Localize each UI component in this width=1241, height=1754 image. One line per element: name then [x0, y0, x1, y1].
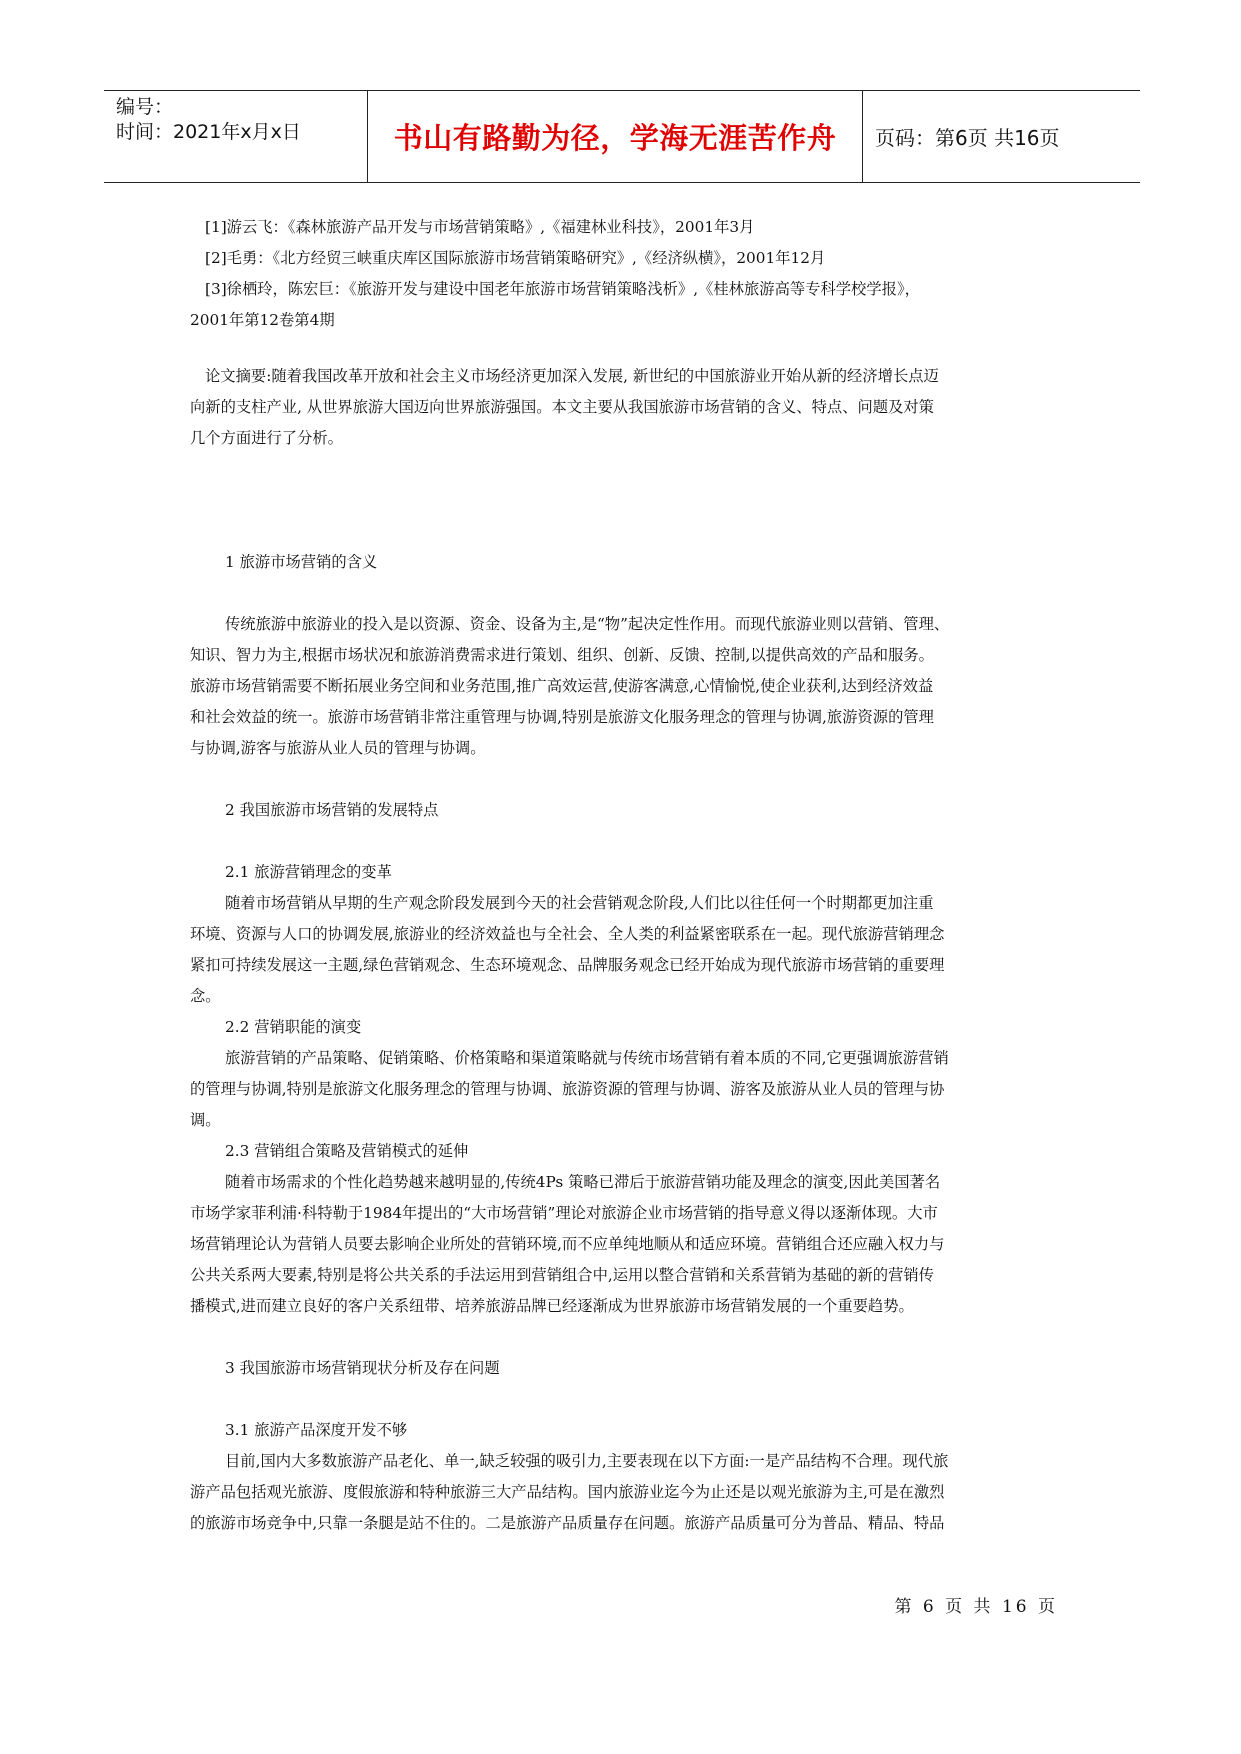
section-2-2-line: 旅游营销的产品策略、促销策略、价格策略和渠道策略就与传统市场营销有着本质的不同,它更强调旅游营销 [225, 1049, 949, 1067]
header-motto: 书山有路勤为径，学海无涯苦作舟 [368, 91, 863, 182]
section-3-1-line: 游产品包括观光旅游、度假旅游和特种旅游三大产品结构。国内旅游业迄今为止还是以观光旅游为主,可是在激烈 [190, 1483, 945, 1501]
section-1-line: 旅游市场营销需要不断拓展业务空间和业务范围,推广高效运营,使游客满意,心情愉悦,使企业获利,达到经济效益 [190, 677, 934, 695]
reference-3-cont: 2001年第12卷第4期 [190, 311, 335, 329]
header-meta [104, 91, 368, 182]
page-footer: 第 6 页 共 16 页 [894, 1597, 1058, 1617]
section-2-heading: 2 我国旅游市场营销的发展特点 [225, 801, 439, 819]
section-2-1-line: 随着市场营销从早期的生产观念阶段发展到今天的社会营销观念阶段,人们比以往任何一个时期都更加注重 [225, 894, 934, 912]
section-3-1-heading: 3.1 旅游产品深度开发不够 [225, 1421, 408, 1439]
section-3-1-line: 的旅游市场竞争中,只靠一条腿是站不住的。二是旅游产品质量存在问题。旅游产品质量可分为普品、精品、特品 [190, 1514, 945, 1532]
section-2-2-line: 的管理与协调,特别是旅游文化服务理念的管理与协调、旅游资源的管理与协调、游客及旅游从业人员的管理与协 [190, 1080, 945, 1098]
section-2-3-line: 播模式,进而建立良好的客户关系纽带、培养旅游品牌已经逐渐成为世界旅游市场营销发展的一个重要趋势。 [190, 1297, 914, 1315]
section-3-heading: 3 我国旅游市场营销现状分析及存在问题 [225, 1359, 500, 1377]
abstract-line: 几个方面进行了分析。 [190, 429, 343, 447]
reference-2: [2]毛勇：《北方经贸三峡重庆库区国际旅游市场营销策略研究》,《经济纵横》，2001年12月 [205, 249, 826, 267]
section-2-3-line: 场营销理论认为营销人员要去影响企业所处的营销环境,而不应单纯地顺从和适应环境。营销组合还应融入权力与 [190, 1235, 945, 1253]
section-2-1-line: 紧扣可持续发展这一主题,绿色营销观念、生态环境观念、品牌服务观念已经开始成为现代旅游市场营销的重要理 [190, 956, 945, 974]
reference-3: [3]徐栖玲，陈宏巨：《旅游开发与建设中国老年旅游市场营销策略浅析》,《桂林旅游高等专科学校学报》， [205, 280, 920, 298]
section-2-3-line: 市场学家菲利浦·科特勒于1984年提出的“大市场营销”理论对旅游企业市场营销的指导意义得以逐渐体现。大市 [190, 1204, 938, 1222]
section-1-line: 与协调,游客与旅游从业人员的管理与协调。 [190, 739, 486, 757]
reference-1: [1]游云飞：《森林旅游产品开发与市场营销策略》,《福建林业科技》，2001年3月 [205, 218, 755, 236]
abstract-line: 论文摘要:随着我国改革开放和社会主义市场经济更加深入发展, 新世纪的中国旅游业开始从新的经济增长点迈 [205, 367, 939, 385]
section-1-line: 和社会效益的统一。旅游市场营销非常注重管理与协调,特别是旅游文化服务理念的管理与协调,旅游资源的管理 [190, 708, 934, 726]
document-body [190, 212, 1064, 1539]
section-1-line: 传统旅游中旅游业的投入是以资源、资金、设备为主,是“物”起决定性作用。而现代旅游业则以营销、管理、 [225, 615, 950, 633]
section-1-heading: 1 旅游市场营销的含义 [225, 553, 378, 571]
section-2-2-line: 调。 [190, 1111, 221, 1129]
number-label: 编号： [116, 96, 174, 118]
section-2-3-heading: 2.3 营销组合策略及营销模式的延伸 [225, 1142, 469, 1160]
section-2-2-heading: 2.2 营销职能的演变 [225, 1018, 362, 1036]
page-header [104, 90, 1140, 183]
section-2-1-line: 环境、资源与人口的协调发展,旅游业的经济效益也与全社会、全人类的利益紧密联系在一起。现代旅游营销理念 [190, 925, 945, 943]
header-page-label: 页码：第6页 共16页 [875, 126, 1060, 150]
abstract-line: 向新的支柱产业, 从世界旅游大国迈向世界旅游强国。本文主要从我国旅游市场营销的含义、特点、问题及对策 [190, 398, 934, 416]
section-2-3-line: 随着市场需求的个性化趋势越来越明显的,传统4Ps 策略已滞后于旅游营销功能及理念的演变,因此美国著名 [225, 1173, 941, 1191]
section-2-3-line: 公共关系两大要素,特别是将公共关系的手法运用到营销组合中,运用以整合营销和关系营销为基础的新的营销传 [190, 1266, 934, 1284]
section-3-1-line: 目前,国内大多数旅游产品老化、单一,缺乏较强的吸引力,主要表现在以下方面:一是产品结构不合理。现代旅 [225, 1452, 949, 1470]
time-label: 时间：2021年x月x日 [116, 121, 301, 143]
section-2-1-line: 念。 [190, 987, 221, 1005]
section-2-1-heading: 2.1 旅游营销理念的变革 [225, 863, 392, 881]
section-1-line: 知识、智力为主,根据市场状况和旅游消费需求进行策划、组织、创新、反馈、控制,以提供高效的产品和服务。 [190, 646, 934, 664]
